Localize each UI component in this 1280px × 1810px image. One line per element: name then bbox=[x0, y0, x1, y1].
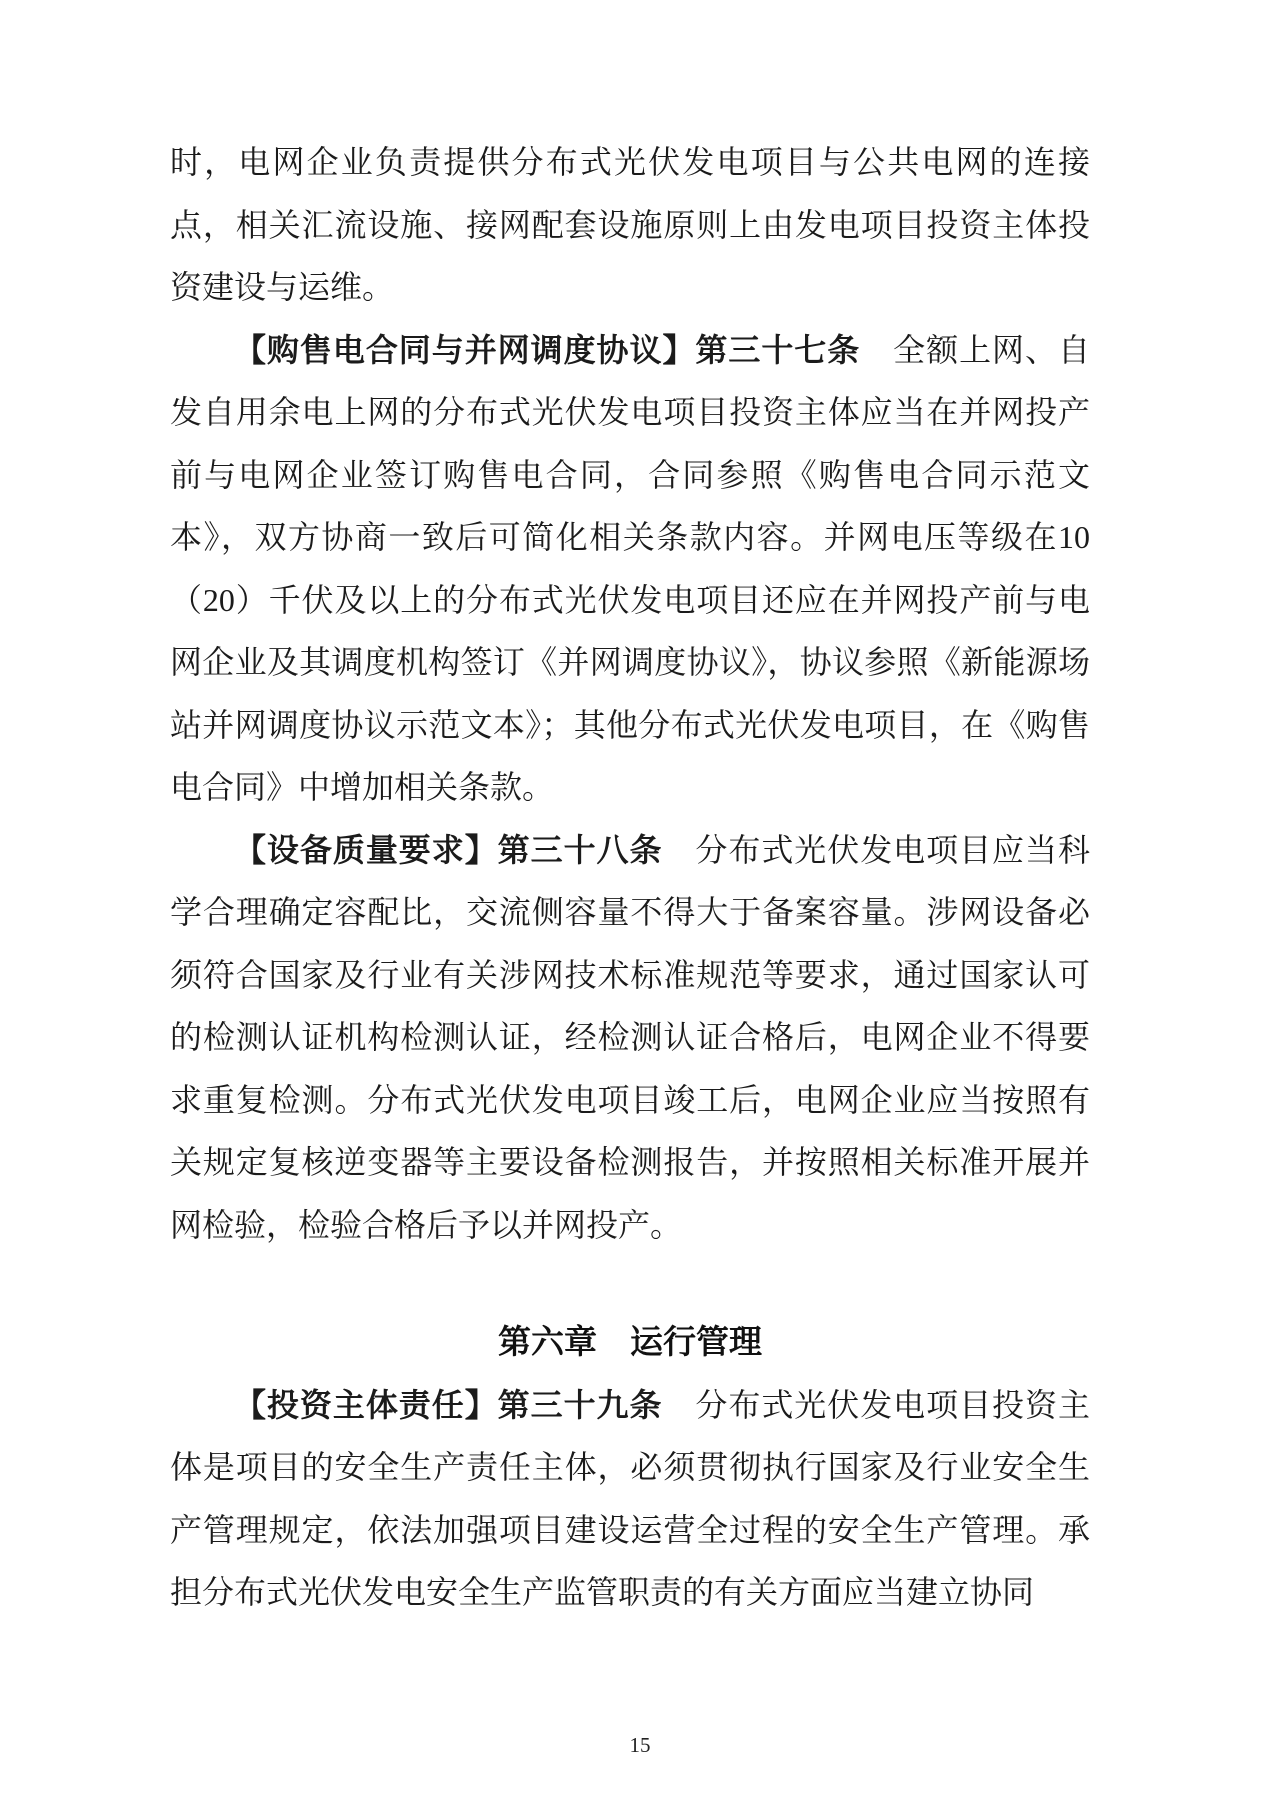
body-text: 全额上网、自发自用余电上网的分布式光伏发电项目投资主体应当在并网投产前与电网企业签订购售电合同，合同参照《购售电合同示范文本》，双方协商一致后可简化相关条款内容。并网电压等级在10（20）千伏及以上的分布式光伏发电项目还应在并网投产前与电网企业及其调度机构签订《并网调度协议》，协议参照《新能源场站并网调度协议示范文本》；其他分布式光伏发电项目，在《购售电合同》中增加相关条款。 bbox=[170, 331, 1090, 805]
article-label: 【购售电合同与并网调度协议】第三十七条 bbox=[234, 331, 861, 368]
body-text: 时，电网企业负责提供分布式光伏发电项目与公共电网的连接点，相关汇流设施、接网配套设施原则上由发电项目投资主体投资建设与运维。 bbox=[170, 144, 1090, 305]
article-label: 【投资主体责任】第三十九条 bbox=[234, 1386, 663, 1423]
body-text: 分布式光伏发电项目应当科学合理确定容配比，交流侧容量不得大于备案容量。涉网设备必须符合国家及行业有关涉网技术标准规范等要求，通过国家认可的检测认证机构检测认证，经检测认证合格后，电网企业不得要求重复检测。分布式光伏发电项目竣工后，电网企业应当按照有关规定复核逆变器等主要设备检测报告，并按照相关标准开展并网检验，检验合格后予以并网投产。 bbox=[170, 831, 1090, 1243]
paragraph bbox=[170, 131, 1090, 319]
paragraph bbox=[170, 1374, 1090, 1624]
chapter-heading: 第六章 运行管理 bbox=[498, 1323, 762, 1360]
paragraph bbox=[170, 819, 1090, 1257]
paragraph bbox=[170, 319, 1090, 819]
page-number: 15 bbox=[629, 1733, 651, 1757]
document-body bbox=[170, 131, 1090, 1624]
body-text: 分布式光伏发电项目投资主体是项目的安全生产责任主体，必须贯彻执行国家及行业安全生产管理规定，依法加强项目建设运营全过程的安全生产管理。承担分布式光伏发电安全生产监管职责的有关方面应当建立协同 bbox=[170, 1386, 1090, 1610]
article-label: 【设备质量要求】第三十八条 bbox=[234, 831, 663, 868]
